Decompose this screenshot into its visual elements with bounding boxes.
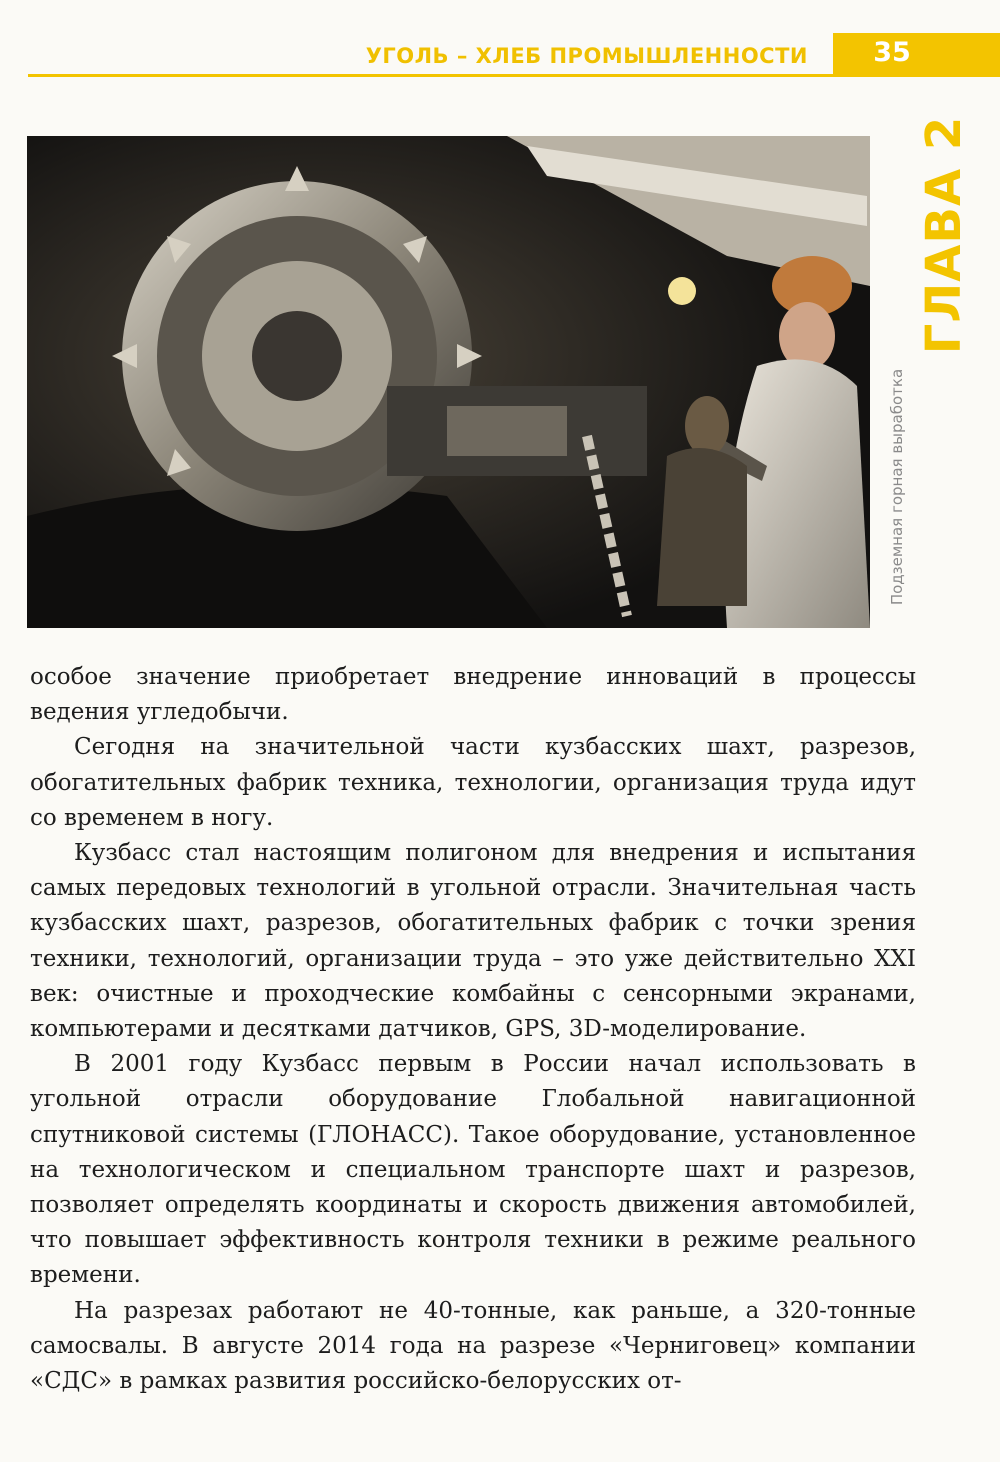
paragraph: В 2001 году Кузбасс первым в России начал использовать в угольной отрасли оборудование Глобальной навигационной спутниковой системы (ГЛОНАСС). Такое оборудование, установленное на технологическом и специальном транспорте шахт и разрезов, позволяет определять координаты и скорость движения автомобилей, что повышает эффективность контроля техники в режиме реального времени.	[30, 1051, 916, 1289]
mine-photo	[27, 136, 870, 628]
paragraph: На разрезах работают не 40-тонные, как раньше, а 320-тонные самосвалы. В августе 2014 года на разрезе «Черниговец» компании «СДС» в рамках развития российско-белорусских от-	[30, 1297, 916, 1395]
body-text	[30, 660, 916, 1399]
paragraph: особое значение приобретает внедрение инноваций в процессы ведения угледобычи.	[30, 664, 916, 726]
paragraph: Кузбасс стал настоящим полигоном для внедрения и испытания самых передовых технологий в угольной отрасли. Значительная часть кузбасских шахт, разрезов, обогатительных фабрик с точки зрения техники, технологий, организации труда – это уже действительно XXI век: очистные и проходческие комбайны с сенсорными экранами, компьютерами и десятками датчиков, GPS, 3D-моделирование.	[30, 840, 916, 1043]
mine-photo-illustration	[27, 136, 870, 628]
photo-caption-text: Подземная горная выработка	[888, 368, 906, 606]
photo-caption	[882, 344, 912, 630]
page-number: 35	[873, 37, 911, 68]
page-number-box	[833, 33, 1000, 75]
chapter-tab	[914, 115, 974, 355]
paragraph: Сегодня на значительной части кузбасских шахт, разрезов, обогатительных фабрик техника, технологии, организация труда идут со временем в ногу.	[30, 734, 916, 831]
running-title: УГОЛЬ – ХЛЕБ ПРОМЫШЛЕННОСТИ	[365, 44, 808, 68]
chapter-label: ГЛАВА 2	[916, 115, 972, 355]
